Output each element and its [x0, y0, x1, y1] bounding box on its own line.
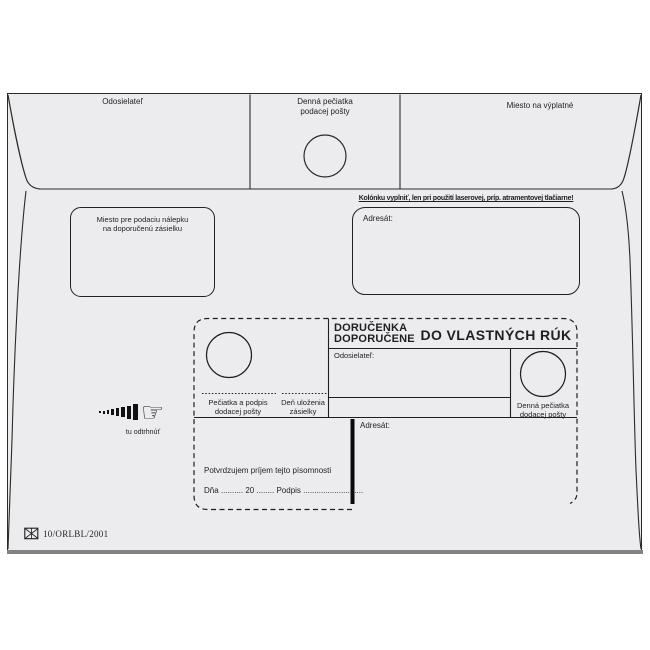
hand-stripe	[107, 410, 109, 414]
registered-sticker-label	[71, 215, 214, 233]
pointing-hand-icon: ☞	[141, 397, 165, 427]
slip-title	[334, 323, 415, 344]
flap-daily-stamp-line2: podacej pošty	[300, 106, 350, 116]
slip-addressee-label: Adresát:	[360, 421, 390, 430]
flap-daily-stamp-label	[270, 97, 380, 117]
daily-stamp-delivery-line2: dodacej pošty	[519, 410, 567, 420]
receipt-confirmation-text: Potvrdzujem príjem tejto písomnosti	[204, 466, 332, 475]
printer-note: Kolónku vyplniť, len pri použití laserovej, príp. atramentovej tlačiarne!	[358, 195, 574, 202]
envelope-bottom-edge	[7, 550, 643, 554]
deposit-day-line2: zásielky	[289, 407, 317, 417]
envelope-body	[7, 93, 642, 552]
hand-stripe	[133, 404, 138, 420]
hand-stripe	[103, 411, 105, 414]
tear-off-label: tu odtrhnúť	[125, 429, 161, 436]
hand-stripe	[111, 409, 114, 415]
slip-title-line2: DOPORUČENE	[334, 332, 415, 345]
footer	[24, 527, 108, 540]
hand-stripe	[127, 406, 131, 419]
registered-sticker-line1: Miesto pre podaciu nálepku	[96, 215, 189, 224]
addressee-box	[352, 207, 580, 295]
footer-code: 10/ORLBL/2001	[43, 528, 109, 539]
hand-stripe	[121, 407, 125, 417]
slip-title-line1: DORUČENKA	[334, 322, 408, 334]
flap-daily-stamp-line1: Denná pečiatka	[297, 97, 353, 106]
print-mark-icon	[24, 527, 39, 540]
delivery-stamp-line2: dodacej pošty	[214, 407, 262, 417]
delivery-stamp-line1: Pečiatka a podpis	[208, 398, 268, 407]
date-signature-line: Dňa .......... 20 ........ Podpis ...........................	[204, 486, 364, 495]
hand-stripe	[116, 408, 119, 416]
deposit-day-line1: Deň uloženia	[281, 398, 325, 407]
addressee-box-label: Adresát:	[363, 214, 393, 223]
slip-title-right: DO VLASTNÝCH RÚK	[420, 327, 572, 343]
slip-sender-label: Odosielateľ:	[334, 351, 375, 360]
daily-stamp-delivery-line1: Denná pečiatka	[516, 401, 570, 410]
hand-stripe	[99, 411, 101, 413]
registered-sticker-line2: na doporučenú zásielku	[102, 224, 183, 234]
postage-area-label: Miesto na výplatné	[506, 101, 574, 110]
deposit-day-label	[276, 398, 330, 416]
daily-stamp-delivery-label	[505, 401, 581, 419]
registered-sticker-box	[70, 207, 215, 297]
delivery-stamp-label	[196, 398, 280, 416]
tear-here-hand-icon	[99, 397, 165, 427]
flap-sender-label: Odosielateľ	[102, 97, 143, 106]
